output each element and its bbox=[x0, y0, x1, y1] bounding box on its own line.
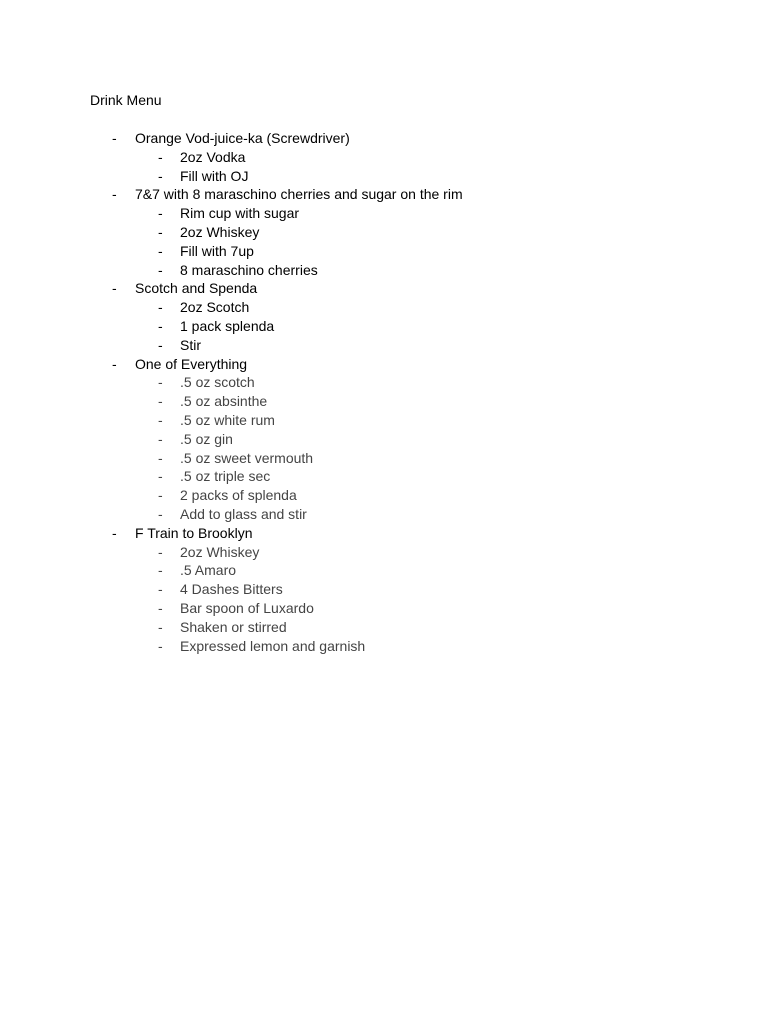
ingredient-line bbox=[0, 336, 768, 355]
drink-list bbox=[0, 129, 768, 655]
drink-item bbox=[0, 185, 768, 279]
dash-bullet: - bbox=[158, 581, 163, 598]
drink-item bbox=[0, 129, 768, 185]
ingredient-text: 2oz Whiskey bbox=[180, 223, 260, 240]
ingredient-text: Rim cup with sugar bbox=[180, 205, 300, 222]
drink-name: Orange Vod-juice-ka (Screwdriver) bbox=[135, 130, 350, 146]
dash-bullet: - bbox=[158, 374, 163, 391]
ingredient-text: .5 oz triple sec bbox=[180, 468, 271, 485]
ingredient-text: 1 pack splenda bbox=[180, 317, 275, 334]
drink-name-line bbox=[0, 185, 768, 204]
ingredient-text: 2oz Scotch bbox=[180, 299, 250, 316]
ingredient-line bbox=[0, 430, 768, 449]
dash-bullet: - bbox=[158, 393, 163, 410]
ingredient-line bbox=[0, 223, 768, 242]
dash-bullet: - bbox=[112, 355, 117, 372]
dash-bullet: - bbox=[158, 505, 163, 522]
dash-bullet: - bbox=[158, 299, 163, 316]
dash-bullet: - bbox=[158, 637, 163, 654]
ingredient-line bbox=[0, 298, 768, 317]
dash-bullet: - bbox=[112, 130, 117, 146]
dash-bullet: - bbox=[158, 261, 163, 278]
drink-name: 7&7 with 8 maraschino cherries and sugar on the rim bbox=[135, 186, 463, 203]
ingredient-line bbox=[0, 637, 768, 656]
drink-item bbox=[0, 355, 768, 524]
ingredient-text: 2 packs of splenda bbox=[180, 487, 297, 504]
drink-name-line bbox=[0, 524, 768, 543]
ingredient-text: Fill with OJ bbox=[180, 167, 249, 184]
dash-bullet: - bbox=[112, 524, 117, 541]
ingredient-line bbox=[0, 486, 768, 505]
dash-bullet: - bbox=[158, 430, 163, 447]
dash-bullet: - bbox=[158, 411, 163, 428]
drink-item bbox=[0, 279, 768, 354]
dash-bullet: - bbox=[158, 487, 163, 504]
ingredient-text: .5 oz scotch bbox=[180, 374, 255, 391]
dash-bullet: - bbox=[158, 148, 163, 165]
document-title: Drink Menu bbox=[90, 92, 162, 108]
ingredient-line bbox=[0, 261, 768, 280]
dash-bullet: - bbox=[158, 223, 163, 240]
ingredient-line bbox=[0, 411, 768, 430]
dash-bullet: - bbox=[158, 543, 163, 560]
ingredient-line bbox=[0, 317, 768, 336]
drink-name-line bbox=[0, 355, 768, 374]
ingredient-text: .5 Amaro bbox=[180, 562, 237, 579]
dash-bullet: - bbox=[158, 317, 163, 334]
drink-name: F Train to Brooklyn bbox=[135, 524, 253, 541]
ingredient-line bbox=[0, 561, 768, 580]
dash-bullet: - bbox=[112, 280, 117, 297]
drink-name: Scotch and Spenda bbox=[135, 280, 258, 297]
dash-bullet: - bbox=[158, 205, 163, 222]
drink-name: One of Everything bbox=[135, 355, 248, 372]
dash-bullet: - bbox=[158, 599, 163, 616]
ingredient-text: 2oz Whiskey bbox=[180, 543, 260, 560]
ingredient-text: .5 oz absinthe bbox=[180, 393, 268, 410]
dash-bullet: - bbox=[158, 562, 163, 579]
ingredient-text: Add to glass and stir bbox=[180, 505, 307, 522]
ingredient-text: 4 Dashes Bitters bbox=[180, 581, 283, 598]
dash-bullet: - bbox=[158, 336, 163, 353]
dash-bullet: - bbox=[158, 167, 163, 184]
ingredient-line bbox=[0, 167, 768, 186]
ingredient-line bbox=[0, 543, 768, 562]
ingredient-line bbox=[0, 467, 768, 486]
drink-name-line bbox=[0, 279, 768, 298]
ingredient-text: .5 oz sweet vermouth bbox=[180, 449, 314, 466]
ingredient-line bbox=[0, 148, 768, 167]
drink-name-line bbox=[0, 129, 768, 148]
ingredient-line bbox=[0, 599, 768, 618]
dash-bullet: - bbox=[158, 449, 163, 466]
ingredient-line bbox=[0, 373, 768, 392]
ingredient-line bbox=[0, 242, 768, 261]
ingredient-line bbox=[0, 580, 768, 599]
ingredient-text: Expressed lemon and garnish bbox=[180, 637, 366, 654]
ingredient-text: Shaken or stirred bbox=[180, 618, 287, 635]
ingredient-line bbox=[0, 449, 768, 468]
ingredient-text: .5 oz white rum bbox=[180, 411, 275, 428]
dash-bullet: - bbox=[112, 186, 117, 203]
ingredient-line bbox=[0, 392, 768, 411]
ingredient-text: Fill with 7up bbox=[180, 242, 254, 259]
dash-bullet: - bbox=[158, 242, 163, 259]
ingredient-text: .5 oz gin bbox=[180, 430, 233, 447]
ingredient-line bbox=[0, 204, 768, 223]
ingredient-line bbox=[0, 618, 768, 637]
ingredient-text: 8 maraschino cherries bbox=[180, 261, 318, 278]
dash-bullet: - bbox=[158, 468, 163, 485]
ingredient-text: Stir bbox=[180, 336, 201, 353]
ingredient-text: Bar spoon of Luxardo bbox=[180, 599, 314, 616]
dash-bullet: - bbox=[158, 618, 163, 635]
ingredient-line bbox=[0, 505, 768, 524]
ingredient-text: 2oz Vodka bbox=[180, 148, 246, 165]
drink-item bbox=[0, 524, 768, 656]
